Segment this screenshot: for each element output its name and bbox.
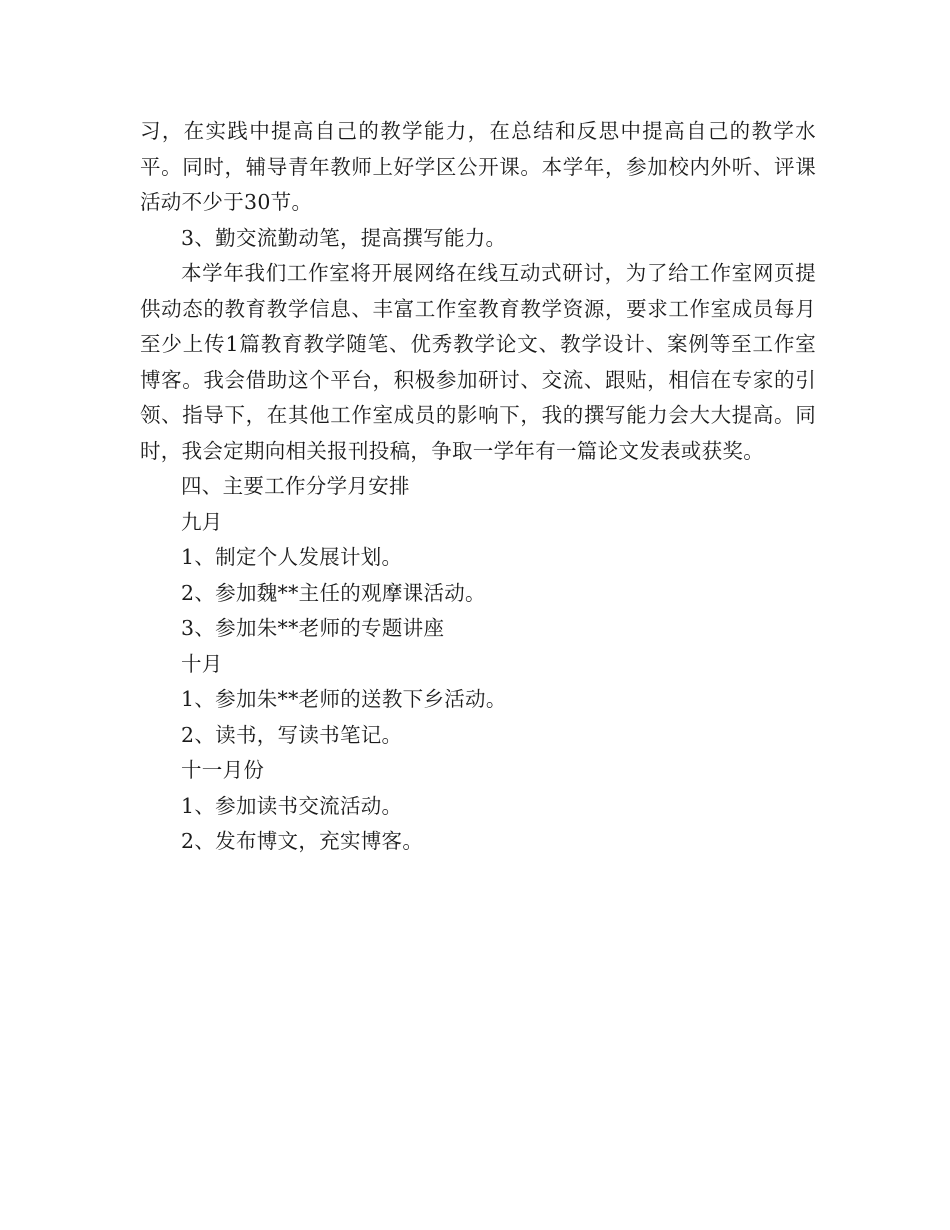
paragraph-writing-plan: 本学年我们工作室将开展网络在线互动式研讨，为了给工作室网页提供动态的教育教学信息、丰富工作室教育教学资源，要求工作室成员每月至少上传1篇教育教学随笔、优秀教学论文、教学设计、案例等至工作室博客。我会借助这个平台，积极参加研讨、交流、跟贴，相信在专家的引领、指导下，在其他工作室成员的影响下，我的撰写能力会大大提高。同时，我会定期向相关报刊投稿，争取一学年有一篇论文发表或获奖。 bbox=[140, 261, 816, 463]
subheading-writing: 3、勤交流勤动笔，提高撰写能力。 bbox=[181, 225, 507, 250]
list-item: 3、参加朱**老师的专题讲座 bbox=[181, 616, 445, 640]
section-heading: 四、主要工作分学月安排 bbox=[181, 474, 410, 498]
list-item: 1、参加朱**老师的送教下乡活动。 bbox=[181, 687, 507, 711]
paragraph-continuation: 习，在实践中提高自己的教学能力，在总结和反思中提高自己的教学水平。同时，辅导青年教师上好学区公开课。本学年，参加校内外听、评课活动不少于30节。 bbox=[140, 119, 816, 214]
list-item: 2、参加魏**主任的观摩课活动。 bbox=[181, 580, 486, 605]
list-item: 1、参加读书交流活动。 bbox=[181, 793, 403, 818]
list-item: 2、读书，写读书笔记。 bbox=[181, 722, 403, 747]
list-item: 1、制定个人发展计划。 bbox=[181, 545, 403, 569]
document-body bbox=[140, 114, 816, 860]
month-heading-october: 十月 bbox=[181, 651, 223, 676]
list-item: 2、发布博文，充实博客。 bbox=[181, 829, 424, 853]
month-heading-september: 九月 bbox=[181, 509, 223, 534]
month-heading-november: 十一月份 bbox=[181, 758, 265, 782]
